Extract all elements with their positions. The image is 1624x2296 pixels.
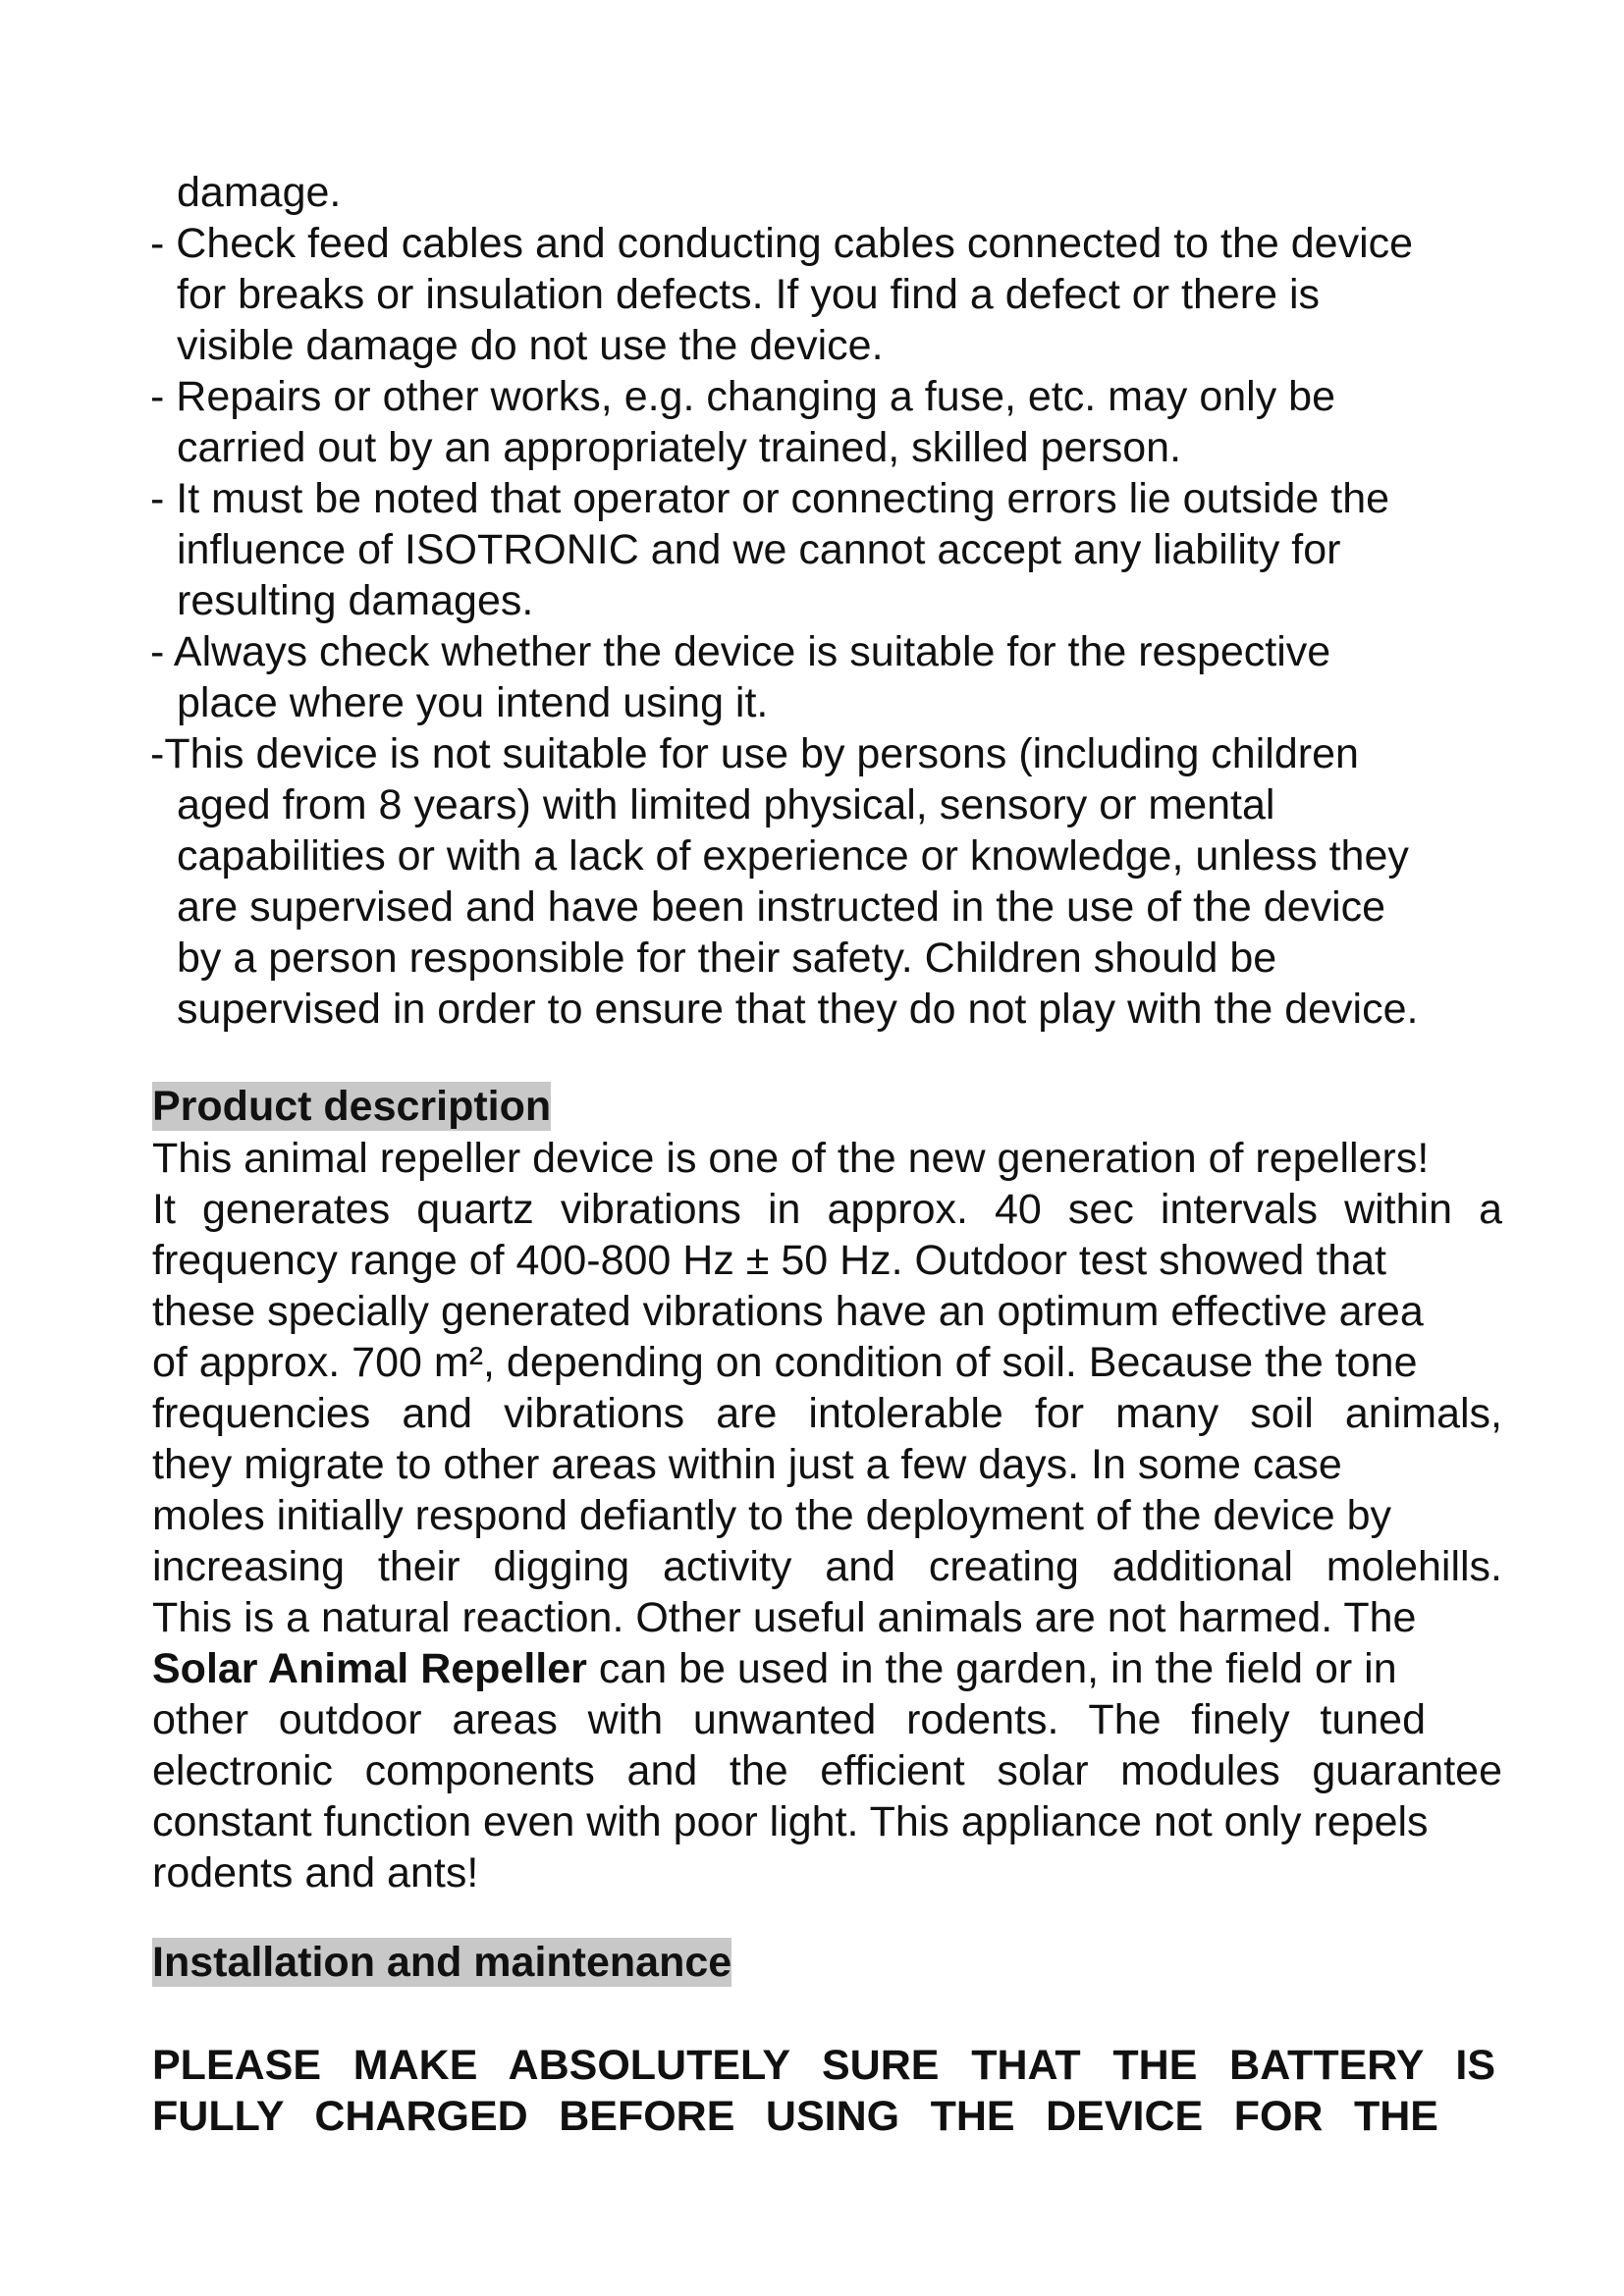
safety-line-1: damage. — [177, 169, 342, 216]
safety-line-2: - Check feed cables and conducting cables connected to the device — [150, 220, 1414, 267]
safety-line-8: influence of ISOTRONIC and we cannot accept any liability for — [177, 526, 1341, 573]
safety-line-12: -This device is not suitable for use by persons (including children — [150, 730, 1359, 777]
installation-heading: Installation and maintenance — [152, 1939, 732, 1986]
description-line-9: increasing their digging activity and creating additional molehills. — [152, 1543, 1502, 1590]
safety-line-17: supervised in order to ensure that they do not play with the device. — [177, 986, 1419, 1033]
description-line-12: other outdoor areas with unwanted rodents. The finely tuned — [152, 1696, 1426, 1743]
product-description-heading: Product description — [152, 1083, 552, 1130]
safety-line-4: visible damage do not use the device. — [177, 322, 884, 369]
safety-line-16: by a person responsible for their safety. Children should be — [177, 934, 1277, 982]
safety-line-15: are supervised and have been instructed in the use of the device — [177, 883, 1386, 931]
safety-line-5: - Repairs or other works, e.g. changing a fuse, etc. may only be — [150, 373, 1335, 420]
description-line-14: constant function even with poor light. This appliance not only repels — [152, 1798, 1429, 1845]
description-line-5: of approx. 700 m², depending on condition of soil. Because the tone — [152, 1339, 1418, 1386]
description-line-8: moles initially respond defiantly to the deployment of the device by — [152, 1492, 1392, 1539]
safety-line-13: aged from 8 years) with limited physical, sensory or mental — [177, 781, 1275, 828]
description-line-10: This is a natural reaction. Other useful animals are not harmed. The — [152, 1594, 1417, 1641]
safety-line-6: carried out by an appropriately trained, skilled person. — [177, 424, 1182, 471]
safety-line-11: place where you intend using it. — [177, 679, 769, 726]
description-line-6: frequencies and vibrations are intolerable for many soil animals, — [152, 1390, 1502, 1437]
description-line-7: they migrate to other areas within just a few days. In some case — [152, 1441, 1342, 1488]
description-line-13: electronic components and the efficient solar modules guarantee — [152, 1747, 1502, 1794]
safety-line-9: resulting damages. — [177, 577, 534, 624]
description-line-4: these specially generated vibrations have an optimum effective area — [152, 1288, 1424, 1335]
safety-line-10: - Always check whether the device is suitable for the respective — [150, 628, 1331, 675]
description-line-1: This animal repeller device is one of the new generation of repellers! — [152, 1135, 1430, 1182]
battery-warning-line-1: PLEASE MAKE ABSOLUTELY SURE THAT THE BATTERY IS — [152, 2042, 1495, 2089]
description-line-11-rest: can be used in the garden, in the field or in — [586, 1645, 1397, 1692]
safety-line-14: capabilities or with a lack of experience or knowledge, unless they — [177, 832, 1409, 880]
description-line-15: rodents and ants! — [152, 1849, 479, 1896]
description-line-11 — [152, 1643, 1397, 1694]
safety-line-3: for breaks or insulation defects. If you find a defect or there is — [177, 271, 1321, 318]
description-line-2: It generates quartz vibrations in approx. 40 sec intervals within a — [152, 1186, 1502, 1233]
product-name: Solar Animal Repeller — [152, 1645, 587, 1692]
safety-line-7: - It must be noted that operator or connecting errors lie outside the — [150, 475, 1390, 522]
battery-warning-line-2: FULLY CHARGED BEFORE USING THE DEVICE FOR THE — [152, 2093, 1438, 2140]
description-line-3: frequency range of 400-800 Hz ± 50 Hz. Outdoor test showed that — [152, 1237, 1386, 1284]
